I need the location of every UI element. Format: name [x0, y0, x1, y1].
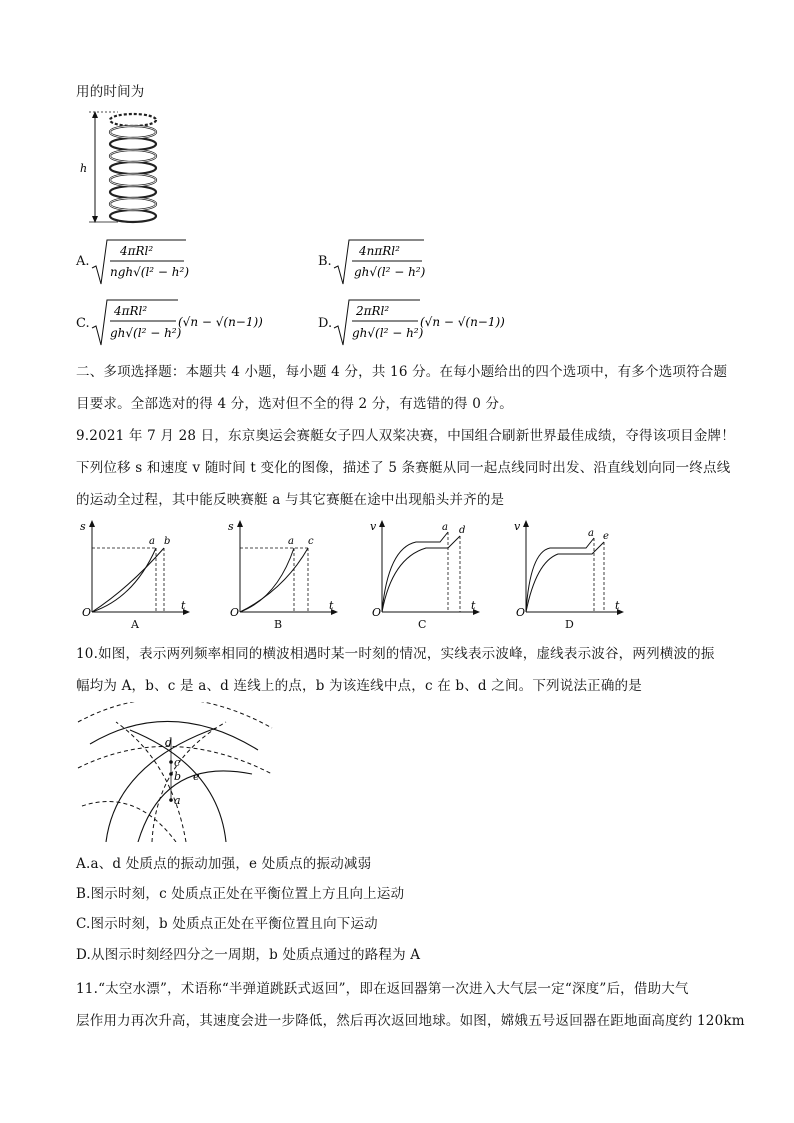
spring-figure: [78, 108, 168, 226]
svg-text:gh√(l² − h²): gh√(l² − h²): [352, 326, 424, 340]
svg-text:O: O: [82, 606, 92, 618]
q11-text-line1: 11.“太空水漂”，术语称“半弹道跳跃式返回”，即在返回器第一次进入大气层一定“深度”后，借助大气: [76, 981, 689, 997]
svg-text:a: a: [149, 536, 155, 547]
svg-text:ngh√(l² − h²): ngh√(l² − h²): [110, 265, 190, 279]
q10-option-c[interactable]: C.图示时刻，b 处质点正处在平衡位置且向下运动: [76, 916, 378, 932]
q10-text-line2: 幅均为 A，b、c 是 a、d 连线上的点，b 为该连线中点，c 在 b、d 之间。下列说法正确的是: [76, 678, 642, 694]
svg-text:c: c: [174, 756, 181, 769]
svg-text:4nπRl²: 4nπRl²: [359, 244, 400, 258]
graph-b[interactable]: s t O a c B: [222, 518, 342, 636]
svg-text:a: a: [442, 522, 448, 533]
svg-text:t: t: [181, 599, 186, 612]
section-heading-line2: 目要求。全部选对的得 4 分，选对但不全的得 2 分，有选错的得 0 分。: [76, 396, 513, 412]
svg-text:gh√(l² − h²): gh√(l² − h²): [110, 326, 182, 340]
svg-text:a: a: [588, 528, 594, 539]
option-c-formula: [90, 298, 280, 348]
svg-text:a: a: [174, 794, 181, 807]
graph-c[interactable]: v t O a d C: [366, 518, 486, 636]
svg-text:t: t: [471, 599, 476, 612]
svg-text:O: O: [230, 606, 240, 618]
svg-text:gh√(l² − h²): gh√(l² − h²): [354, 265, 426, 279]
svg-text:4πRl²: 4πRl²: [114, 304, 148, 318]
svg-text:O: O: [516, 606, 526, 618]
svg-text:c: c: [308, 536, 314, 547]
svg-text:(√n − √(n−1)): (√n − √(n−1)): [420, 315, 505, 329]
svg-text:O: O: [372, 606, 382, 618]
q10-option-b[interactable]: B.图示时刻，c 处质点正处在平衡位置上方且向上运动: [76, 886, 405, 902]
svg-text:s: s: [228, 520, 234, 533]
option-d-formula: [332, 298, 522, 348]
svg-text:e: e: [193, 770, 200, 783]
svg-text:d: d: [459, 525, 466, 536]
section-heading-line1: 二、多项选择题：本题共 4 小题，每小题 4 分，共 16 分。在每小题给出的四个选项中，有多个选项符合题: [76, 364, 728, 380]
option-a-formula: [90, 238, 190, 286]
svg-text:s: s: [80, 520, 86, 533]
svg-text:v: v: [514, 520, 521, 533]
q10-text-line1: 10.如图，表示两列频率相同的横波相遇时某一时刻的情况，实线表示波峰，虚线表示波谷，两列横波的振: [76, 646, 715, 662]
svg-text:b: b: [164, 536, 171, 547]
wave-interference-figure: [76, 702, 276, 842]
svg-text:a: a: [288, 536, 294, 547]
graph-a[interactable]: s t O a b A: [74, 518, 194, 636]
q9-text-line2: 下列位移 s 和速度 v 随时间 t 变化的图像，描述了 5 条赛艇从同一起点线同时出发、沿直线划向同一终点线: [76, 460, 731, 476]
svg-text:t: t: [329, 599, 334, 612]
svg-text:v: v: [370, 520, 377, 533]
svg-text:(√n − √(n−1)): (√n − √(n−1)): [178, 315, 263, 329]
svg-text:d: d: [165, 736, 173, 749]
svg-text:t: t: [615, 599, 620, 612]
svg-text:4πRl²: 4πRl²: [120, 244, 154, 258]
q9-text-line3: 的运动全过程，其中能反映赛艇 a 与其它赛艇在途中出现船头并齐的是: [76, 492, 505, 508]
graph-d[interactable]: v t O a e D: [510, 518, 630, 636]
svg-text:b: b: [174, 770, 182, 783]
svg-text:2πRl²: 2πRl²: [356, 304, 390, 318]
question-text-intro: 用的时间为: [76, 84, 145, 100]
q10-option-a[interactable]: A.a、d 处质点的振动加强，e 处质点的振动减弱: [76, 856, 372, 872]
q10-option-d[interactable]: D.从图示时刻经四分之一周期，b 处质点通过的路程为 A: [76, 947, 421, 963]
svg-text:e: e: [603, 531, 609, 542]
spring-h-label: h: [80, 162, 88, 175]
option-b-formula: [332, 238, 432, 286]
q11-text-line2: 层作用力再次升高，其速度会进一步降低，然后再次返回地球。如图，嫦娥五号返回器在距地面高度约 120km: [76, 1013, 745, 1029]
q9-text-line1: 9.2021 年 7 月 28 日，东京奥运会赛艇女子四人双桨决赛，中国组合刷新世界最佳成绩，夺得该项目金牌！: [76, 428, 735, 444]
